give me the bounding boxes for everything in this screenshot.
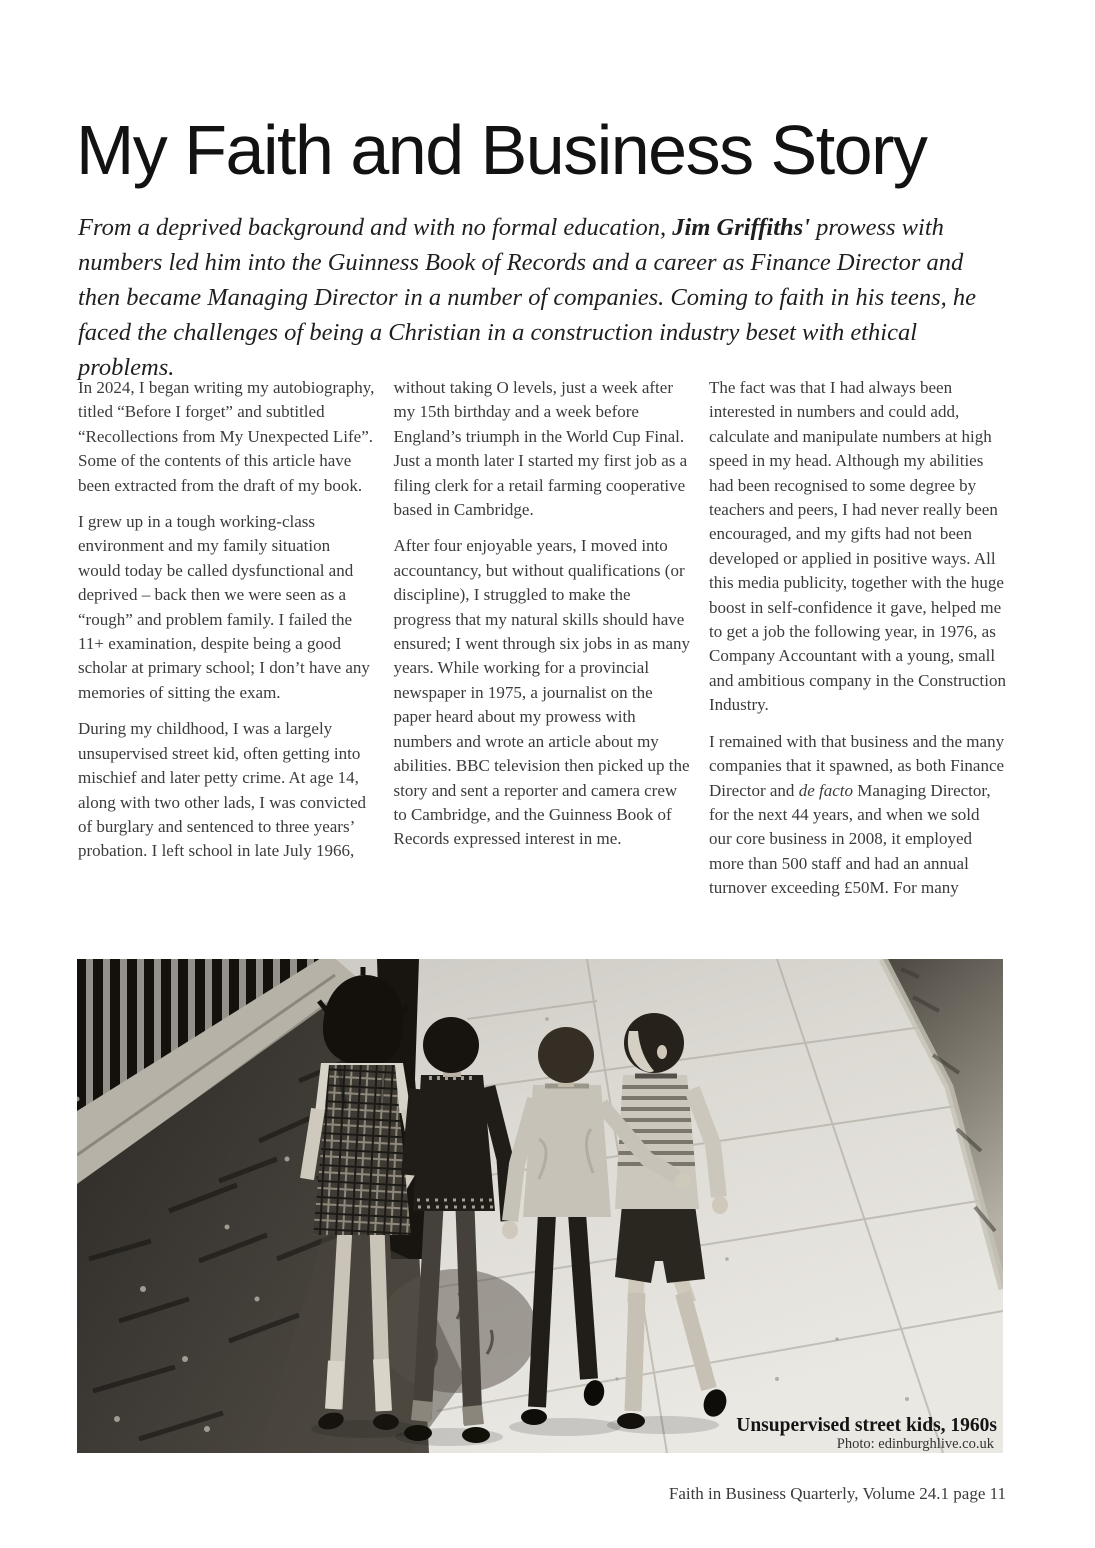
street-kids-photo xyxy=(77,959,1003,1453)
intro-text-end: prowess with numbers led him into the Guinness Book of Records and a career as Finance Director and then became Managing Director in a number of companies. Coming to faith in his teens, he faced the challenges of being a Christian in a construction industry beset with ethical problems. xyxy=(78,214,976,381)
photo-credit: Photo: edinburghlive.co.uk xyxy=(836,1435,994,1452)
body-column-1 xyxy=(78,376,375,913)
street-photo-illustration xyxy=(77,959,1003,1453)
paragraph: In 2024, I began writing my autobiography, titled “Before I forget” and subtitled “Recollections from My Unexpected Life”. Some of the contents of this article have been extracted from the draft of my book. xyxy=(78,378,375,495)
body-column-3 xyxy=(709,376,1006,913)
page-title: My Faith and Business Story xyxy=(76,111,927,189)
article-body xyxy=(78,376,1006,913)
latin-phrase: de facto xyxy=(798,780,853,800)
page-footer: Faith in Business Quarterly, Volume 24.1 page 11 xyxy=(668,1484,1006,1503)
intro-paragraph xyxy=(78,210,1010,385)
paragraph: without taking O levels, just a week after my 15th birthday and a week before England’s triumph in the World Cup Final. Just a month later I started my first job as a filing clerk for a retail farming cooperative based in Cambridge. xyxy=(393,378,688,520)
intro-text-start: From a deprived background and with no formal education, xyxy=(78,214,673,241)
paragraph: The fact was that I had always been interested in numbers and could add, calculate and manipulate numbers at high speed in my head. Although my abilities had been recognised to some degree by teachers and peers, I had never really been encouraged, and my gifts had not been developed or applied in positive ways. All this media publicity, together with the huge boost in self-confidence it gave, helped me to get a job the following year, in 1976, as Company Accountant with a young, small and ambitious company in the Construction Industry. xyxy=(709,378,1006,715)
paragraph xyxy=(709,730,1006,901)
paragraph-text: Managing Director, for the next 44 years, and when we sold our core business in 2008, it employed more than 500 staff and had an annual turnover exceeding £50M. For many xyxy=(709,780,991,898)
intro-author-name: Jim Griffiths' xyxy=(672,214,811,241)
paragraph: After four enjoyable years, I moved into accountancy, but without qualifications (or discipline), I struggled to make the progress that my natural skills should have ensured; I went through six jobs in as many years. While working for a provincial newspaper in 1975, a journalist on the paper heard about my prowess with numbers and wrote an article about my abilities. BBC television then picked up the story and sent a reporter and camera crew to Cambridge, and the Guinness Book of Records expressed interest in me. xyxy=(393,536,691,849)
paragraph: During my childhood, I was a largely unsupervised street kid, often getting into mischief and later petty crime. At age 14, along with two other lads, I was convicted of burglary and sentenced to three years’ probation. I left school in late July 1966, xyxy=(78,719,366,861)
paragraph: I grew up in a tough working-class environment and my family situation would today be called dysfunctional and deprived – back then we were seen as a “rough” and problem family. I failed the 11+ examination, despite being a good scholar at primary school; I don’t have any memories of sitting the exam. xyxy=(78,512,370,702)
photo-caption: Unsupervised street kids, 1960s xyxy=(736,1414,997,1436)
paragraph-text: I remained with that business and the many companies that it spawned, as both Finance Director and xyxy=(709,731,1005,800)
body-column-2 xyxy=(394,376,691,913)
